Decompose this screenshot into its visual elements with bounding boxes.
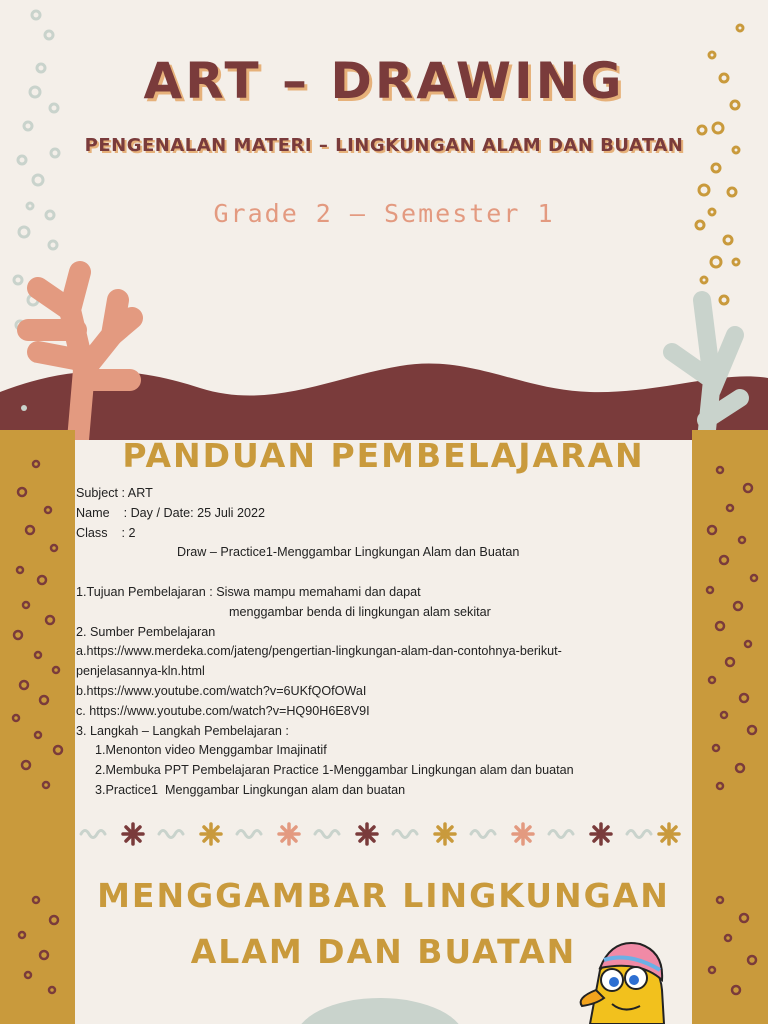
wave-icon [237, 831, 261, 838]
source-link-c[interactable]: c. https://www.youtube.com/watch?v=HQ90H6E8V9I [76, 703, 370, 718]
star-icon [435, 824, 455, 844]
spacer [76, 563, 686, 583]
star-icon [123, 824, 143, 844]
tujuan-line-continued: menggambar benda di lingkungan alam sekitar [229, 604, 491, 619]
wave-icon [159, 831, 183, 838]
decorative-divider [75, 818, 692, 850]
source-link-a-continued[interactable]: penjelasannya-kln.html [76, 664, 205, 679]
section-title-line: MENGGAMBAR LINGKUNGAN [97, 876, 670, 915]
step-item: 1.Menonton video Menggambar Imajinatif [95, 743, 327, 758]
wave-icon [393, 831, 417, 838]
star-icon [659, 824, 679, 844]
page-title: ART – DRAWING [143, 52, 625, 110]
tujuan-line: 1.Tujuan Pembelajaran : Siswa mampu memahami dan dapat [76, 584, 421, 599]
sumber-heading: 2. Sumber Pembelajaran [76, 624, 216, 639]
guide-body [76, 484, 686, 801]
step-item: 2.Membuka PPT Pembelajaran Practice 1-Menggambar Lingkungan alam dan buatan [95, 763, 574, 778]
guide-heading: PANDUAN PEMBELAJARAN [122, 436, 645, 475]
name-date-line: Name : Day / Date: 25 Juli 2022 [76, 505, 265, 520]
wave-icon [471, 831, 495, 838]
star-icon [279, 824, 299, 844]
grade-label: Grade 2 – Semester 1 [213, 199, 555, 228]
langkah-heading: 3. Langkah – Langkah Pembelajaran : [76, 723, 289, 738]
star-icon [513, 824, 533, 844]
step-item: 3.Practice1 Menggambar Lingkungan alam dan buatan [95, 782, 406, 797]
pencil-mascot-icon [581, 943, 664, 1024]
source-link-b[interactable]: b.https://www.youtube.com/watch?v=6UKfQOfOWaI [76, 683, 367, 698]
source-link-a[interactable]: a.https://www.merdeka.com/jateng/pengertian-lingkungan-alam-dan-contohnya-berikut- [76, 644, 562, 659]
class-line: Class : 2 [76, 525, 136, 540]
wave-icon [549, 831, 573, 838]
page-subtitle: PENGENALAN MATERI – LINGKUNGAN ALAM DAN BUATAN [84, 135, 684, 156]
star-icon [357, 824, 377, 844]
wave-icon [315, 831, 339, 838]
bottom-decoration [0, 930, 768, 1024]
section-title-line: ALAM DAN BUATAN [190, 932, 577, 971]
subject-line: Subject : ART [76, 486, 153, 500]
wave-icon [81, 831, 105, 838]
blob-shape [295, 998, 465, 1024]
activity-line: Draw – Practice1-Menggambar Lingkungan Alam dan Buatan [177, 545, 520, 560]
wave-icon [627, 831, 651, 838]
star-icon [591, 824, 611, 844]
star-icon [201, 824, 221, 844]
